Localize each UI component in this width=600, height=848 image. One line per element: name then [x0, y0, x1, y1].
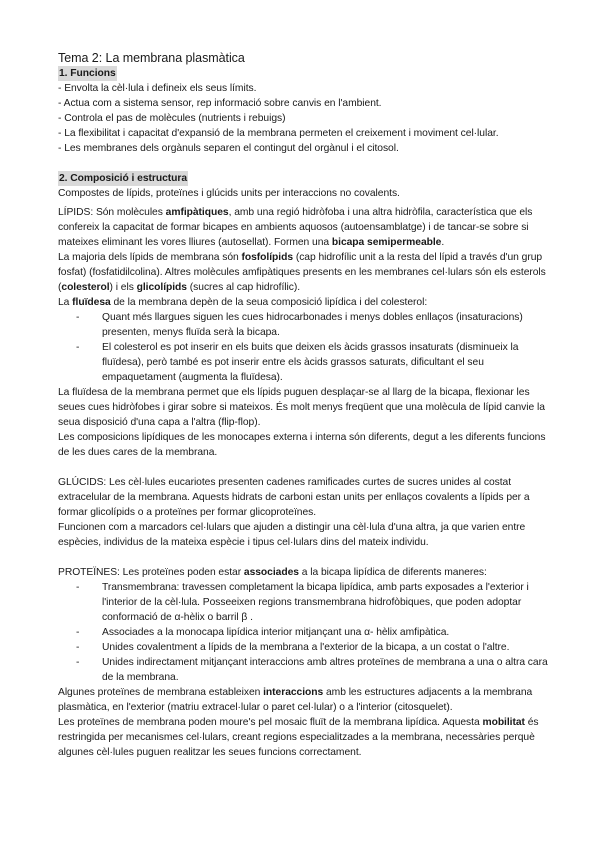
funcions-list [58, 81, 548, 156]
document-page [58, 50, 548, 760]
lipids-paragraph-2: La majoria dels lípids de membrana són fosfolípids (cap hidrofílic unit a la resta del lípid a través d'un grup fosfat) (fosfatidilcolina). Altres molècules amfipàtiques presents en les membranes cel·lulars són els esterols (colesterol) i els glicolípids (sucres al cap hidrofílic). [58, 252, 546, 293]
list-item: - Associades a la monocapa lipídica interior mitjançant una α- hèlix amfipàtica. [76, 627, 450, 638]
list-item: - Unides covalentment a lípids de la membrana a l'exterior de la bicapa, a un costat o l'altre. [76, 642, 510, 653]
glucids-paragraph-2: Funcionen com a marcadors cel·lulars que ajuden a distingir una cèl·lula d'una altra, ja que varien entre espècies, individus de la mateixa espècie i tipus cel·lulars dins del mateix individu. [58, 522, 526, 548]
section-heading-funcions: 1. Funcions [59, 68, 116, 79]
page-title: Tema 2: La membrana plasmàtica [58, 51, 245, 65]
lipids-paragraph-3: La fluïdesa de la membrana depèn de la seua composició lipídica i del colesterol: [58, 297, 428, 308]
list-item: - Transmembrana: travessen completament la bicapa lipídica, amb parts exposades a l'exterior i l'interior de la cèl·lula. Posseeixen regions transmembrana hidrofòbiques, que poden adoptar conformació de α-hèlix o barril β . [76, 582, 529, 623]
list-item: - Envolta la cèl·lula i defineix els seus límits. [58, 83, 257, 94]
lipids-paragraph-4: La fluïdesa de la membrana permet que els lípids puguen desplaçar-se al llarg de la bicapa, flexionar les seues cues hidròfobes i girar sobre si mateixos. És molt menys freqüent que una molècula de lípid canvie la seua disposició d'una capa a l'altra (flip-flop). [58, 387, 545, 428]
fluidesa-list [58, 310, 548, 385]
lipids-paragraph-1: LÍPIDS: Són molècules amfipàtiques, amb una regió hidròfoba i una altra hidròfila, característica que els confereix la capacitat de formar bicapes en ambients aquosos (autoensamblatge) i de tancar-se sobre si mateixes eliminant les vores lliures (autosellat). Formen una bicapa semipermeable. [58, 207, 533, 248]
proteins-paragraph-2: Algunes proteïnes de membrana estableixen interaccions amb les estructures adjacents a la membrana plasmàtica, en l'exterior (matriu extracel·lular o paret cel·lular) o a l'interior (citosquelet). [58, 687, 533, 713]
list-item: - Les membranes dels orgànuls separen el contingut del orgànul i el citosol. [58, 143, 399, 154]
list-item: - La flexibilitat i capacitat d'expansió de la membrana permeten el creixement i moviment cel·lular. [58, 128, 499, 139]
list-item: - Quant més llargues siguen les cues hidrocarbonades i menys dobles enllaços (insaturacions) presenten, menys fluïda serà la bicapa. [76, 312, 523, 338]
list-item: - El colesterol es pot inserir en els buits que deixen els àcids grassos insaturats (disminueix la fluïdesa), però també es pot inserir entre els àcids grassos saturats, dificultant el seu empaquetament (augmenta la fluïdesa). [76, 342, 519, 383]
proteins-list [58, 580, 548, 685]
proteins-paragraph-3: Les proteïnes de membrana poden moure's pel mosaic fluït de la membrana lipídica. Aquesta mobilitat és restringida per mecanismes cel·lulars, creant regions especialitzades a la membrana, necessàries perquè algunes cèl·lules puguen realitzar les seues funcions correctament. [58, 717, 539, 758]
list-item: - Unides indirectament mitjançant interaccions amb altres proteïnes de membrana a una o altra cara de la membrana. [76, 657, 548, 683]
glucids-paragraph-1: GLÚCIDS: Les cèl·lules eucariotes presenten cadenes ramificades curtes de sucres unides al costat extracelular de la membrana. Aquests hidrats de carboni estan units per enllaços covalents a lípids per a formar glicolípids o a proteïnes per formar glicoproteïnes. [58, 477, 530, 518]
list-item: - Actua com a sistema sensor, rep informació sobre canvis en l'ambient. [58, 98, 382, 109]
lipids-paragraph-5: Les composicions lipídiques de les monocapes externa i interna són diferents, degut a les diferents funcions de les dues cares de la membrana. [58, 432, 546, 458]
composicio-intro: Compostes de lípids, proteïnes i glúcids units per interaccions no covalents. [58, 188, 400, 199]
list-item: - Controla el pas de molècules (nutrients i rebuigs) [58, 113, 286, 124]
proteins-paragraph-1: PROTEÏNES: Les proteïnes poden estar associades a la bicapa lipídica de diferents maneres: [58, 567, 487, 578]
section-heading-composicio: 2. Composició i estructura [59, 173, 188, 184]
